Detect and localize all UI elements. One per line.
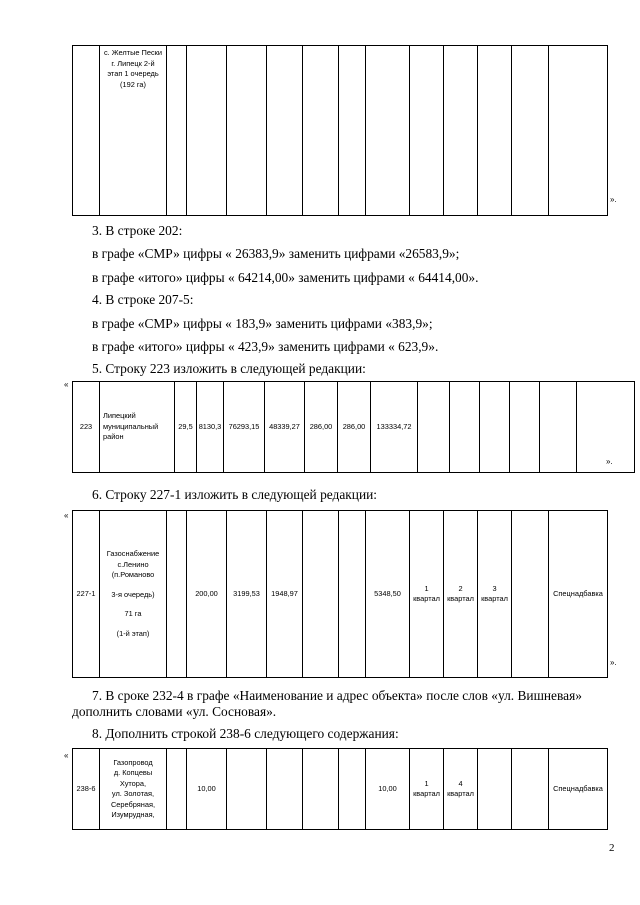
row-number: 227-1	[73, 511, 100, 678]
object-name-line: Газоснабжение	[106, 549, 160, 558]
paragraph-3-line-2: в графе «итого» цифры « 64214,00» заменить цифрами « 64414,00».	[92, 270, 479, 285]
quarter-cell	[410, 511, 444, 678]
quarter-number: 4	[458, 778, 463, 788]
table-row-223	[72, 381, 635, 473]
quarter-cell	[478, 511, 512, 678]
object-name-line: (п.Романово	[111, 570, 155, 579]
object-name-line: (192 га)	[120, 79, 146, 89]
object-name-line: Газопровод	[113, 757, 153, 767]
object-name-line: район	[103, 432, 124, 442]
quarter-label: квартал	[447, 594, 474, 603]
paragraph-4-heading: 4. В строке 207-5:	[92, 292, 194, 307]
value-cell: 29,5	[175, 382, 197, 473]
object-name-cell	[100, 511, 167, 678]
row-number: 238-6	[73, 749, 100, 830]
close-quote: ».	[606, 457, 613, 466]
object-name-line: д. Копцевы	[113, 768, 153, 777]
paragraph-3-heading: 3. В строке 202:	[92, 223, 183, 238]
value-cell: 76293,15	[224, 382, 265, 473]
value-cell: 10,00	[187, 749, 227, 830]
paragraph-7-line-1: 7. В сроке 232-4 в графе «Наименование и адрес объекта» после слов «ул. Вишневая»	[92, 688, 582, 703]
object-name-line: с.Ленино	[117, 559, 149, 569]
value-cell: 1948,97	[267, 511, 303, 678]
quarter-label: квартал	[447, 789, 474, 798]
value-cell: 286,00	[338, 382, 371, 473]
value-cell: 286,00	[305, 382, 338, 473]
quarter-cell	[444, 511, 478, 678]
paragraph-7-line-2: дополнить словами «ул. Сосновая».	[72, 704, 277, 719]
table-top-continuation	[72, 45, 608, 216]
object-name-line: Хутора,	[119, 778, 147, 788]
object-name-line: Липецкий	[103, 411, 136, 421]
paragraph-6-heading: 6. Строку 227-1 изложить в следующей редакции:	[92, 487, 378, 502]
quarter-number: 3	[492, 583, 497, 593]
paragraph-4-line-1: в графе «СМР» цифры « 183,9» заменить цифрами «383,9»;	[92, 316, 433, 331]
open-quote: «	[64, 380, 69, 389]
object-name-cell	[100, 749, 167, 830]
object-name-line: Изумрудная,	[111, 810, 155, 819]
total-cell: 10,00	[366, 749, 410, 830]
object-name-line: г. Липецк 2-й	[111, 58, 155, 68]
object-name-line: ул. Золотая,	[111, 789, 155, 798]
object-name-line: с. Желтые Пески	[103, 48, 163, 57]
funding-source-cell: Спецнадбавка	[549, 749, 608, 830]
paragraph-4-line-2: в графе «итого» цифры « 423,9» заменить цифрами « 623,9».	[92, 339, 439, 354]
value-cell: 200,00	[187, 511, 227, 678]
object-name-line: 3-я очередь)	[111, 589, 155, 599]
quarter-label: квартал	[481, 594, 508, 603]
value-cell: 133334,72	[371, 382, 418, 473]
page-number: 2	[609, 842, 615, 854]
quarter-number: 1	[424, 583, 429, 593]
value-cell: 8130,3	[197, 382, 224, 473]
quarter-label: квартал	[413, 789, 440, 798]
object-name-line: (1-й этап)	[116, 628, 150, 638]
total-cell: 5348,50	[366, 511, 410, 678]
paragraph-5-heading: 5. Строку 223 изложить в следующей редакции:	[92, 361, 366, 376]
object-name-cell	[100, 382, 175, 473]
paragraph-3-line-1: в графе «СМР» цифры « 26383,9» заменить цифрами «26583,9»;	[92, 246, 460, 261]
quarter-number: 1	[424, 778, 429, 788]
paragraph-8-heading: 8. Дополнить строкой 238-6 следующего содержания:	[92, 726, 399, 741]
close-quote: ».	[610, 195, 617, 204]
object-name-line: этап 1 очередь	[107, 69, 159, 78]
object-name-line: 71 га	[124, 609, 142, 618]
table-row-238-6	[72, 748, 608, 830]
quarter-cell	[410, 749, 444, 830]
open-quote: «	[64, 511, 69, 520]
value-cell: 3199,53	[227, 511, 267, 678]
quarter-cell	[444, 749, 478, 830]
object-name-cell	[100, 46, 167, 216]
object-name-line: муниципальный	[103, 421, 159, 431]
quarter-number: 2	[458, 583, 463, 593]
close-quote: ».	[610, 658, 617, 667]
table-row-227-1	[72, 510, 608, 678]
open-quote: «	[64, 751, 69, 760]
value-cell: 48339,27	[265, 382, 305, 473]
quarter-label: квартал	[413, 594, 440, 603]
object-name-line: Серебряная,	[110, 799, 156, 809]
row-number: 223	[73, 382, 100, 473]
funding-source-cell: Спецнадбавка	[549, 511, 608, 678]
